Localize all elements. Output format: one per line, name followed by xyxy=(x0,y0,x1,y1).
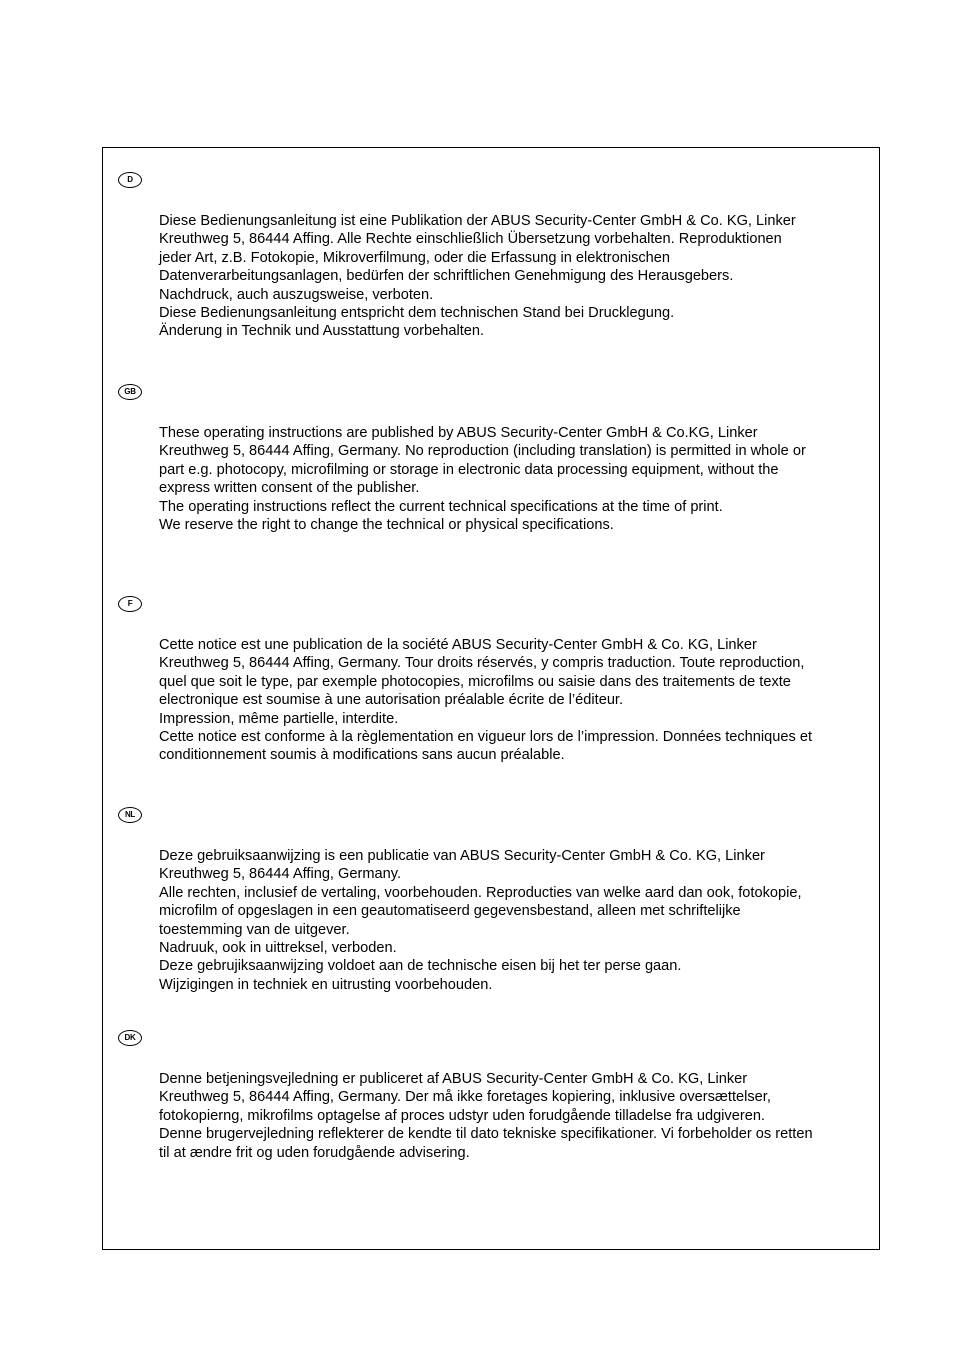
text-line: fotokopierng, mikrofilms optagelse af proces udstyr uden forudgående tilladelse fra udgiveren. xyxy=(159,1107,765,1124)
text-line: Kreuthweg 5, 86444 Affing. Alle Rechte einschließlich Übersetzung vorbehalten. Reproduktionen xyxy=(159,231,782,248)
text-line: Kreuthweg 5, 86444 Affing, Germany. xyxy=(159,866,402,883)
text-line: Cette notice est une publication de la société ABUS Security-Center GmbH & Co. KG, Linker xyxy=(159,637,757,653)
text-line: part e.g. photocopy, microfilming or storage in electronic data processing equipment, without the xyxy=(159,461,779,478)
text-line: Deze gebrujiksaanwijzing voldoet aan de technische eisen bij het ter perse gaan. xyxy=(159,958,682,975)
text-line: Änderung in Technik und Ausstattung vorbehalten. xyxy=(159,323,485,340)
text-line: These operating instructions are published by ABUS Security-Center GmbH & Co.KG, Linker xyxy=(159,425,758,441)
text-line: Cette notice est conforme à la règlementation en vigueur lors de l’impression. Données techniques et xyxy=(159,729,813,746)
text-line: quel que soit le type, par exemple photocopies, microfilms ou saisie dans des traitements de texte xyxy=(159,673,791,690)
notice-text-dk xyxy=(159,1070,879,1162)
text-line: Wijzigingen in techniek en uitrusting voorbehouden. xyxy=(159,976,493,993)
text-line: Alle rechten, inclusief de vertaling, voorbehouden. Reproducties van welke aard dan ook, fotokopie, xyxy=(159,884,802,901)
notice-text-fr xyxy=(159,636,879,765)
text-line: conditionnement soumis à modifications sans aucun préalable. xyxy=(159,747,565,764)
text-line: Kreuthweg 5, 86444 Affing, Germany. No reproduction (including translation) is permitted in whole or xyxy=(159,443,806,460)
text-line: Kreuthweg 5, 86444 Affing, Germany. Tour droits réservés, y compris traduction. Toute reproduction, xyxy=(159,655,805,672)
text-line: Denne brugervejledning reflekterer de kendte til dato tekniske specifikationer. Vi forbeholder os retten xyxy=(159,1126,813,1143)
text-line: Denne betjeningsvejledning er publiceret af ABUS Security-Center GmbH & Co. KG, Linker xyxy=(159,1071,748,1087)
notice-text-de xyxy=(159,212,879,341)
country-badge-gb: GB xyxy=(118,384,142,400)
text-line: Kreuthweg 5, 86444 Affing, Germany. Der må ikke foretages kopiering, inklusive oversættelser, xyxy=(159,1089,771,1106)
notice-text-nl xyxy=(159,847,879,994)
text-line: toestemming van de uitgever. xyxy=(159,921,350,938)
text-line: Nadruuk, ook in uittreksel, verboden. xyxy=(159,940,397,957)
text-line: jeder Art, z.B. Fotokopie, Mikroverfilmung, oder die Erfassung in elektronischen xyxy=(159,249,671,266)
text-line: til at ændre frit og uden forudgående advisering. xyxy=(159,1144,470,1161)
country-badge-dk: DK xyxy=(118,1030,142,1046)
text-line: Datenverarbeitungsanlagen, bedürfen der schriftlichen Genehmigung des Herausgebers. xyxy=(159,268,734,285)
text-line: electronique est soumise à une autorisation préalable écrite de l’éditeur. xyxy=(159,692,624,709)
notice-text-gb xyxy=(159,424,879,534)
country-badge-nl: NL xyxy=(118,807,142,823)
text-line: Deze gebruiksaanwijzing is een publicatie van ABUS Security-Center GmbH & Co. KG, Linker xyxy=(159,848,765,864)
text-line: Diese Bedienungsanleitung ist eine Publikation der ABUS Security-Center GmbH & Co. KG, Linker xyxy=(159,213,796,229)
text-line: Impression, même partielle, interdite. xyxy=(159,710,399,727)
country-badge-de: D xyxy=(118,172,142,188)
text-line: express written consent of the publisher. xyxy=(159,480,420,497)
text-line: microfilm of opgeslagen in een geautomatiseerd gegevensbestand, alleen met schriftelijke xyxy=(159,903,741,920)
text-line: Diese Bedienungsanleitung entspricht dem technischen Stand bei Drucklegung. xyxy=(159,305,675,322)
text-line: The operating instructions reflect the current technical specifications at the time of print. xyxy=(159,498,723,515)
text-line: Nachdruck, auch auszugsweise, verboten. xyxy=(159,286,434,303)
country-badge-fr: F xyxy=(118,596,142,612)
text-line: We reserve the right to change the technical or physical specifications. xyxy=(159,517,614,534)
legal-notice-frame xyxy=(102,147,880,1250)
